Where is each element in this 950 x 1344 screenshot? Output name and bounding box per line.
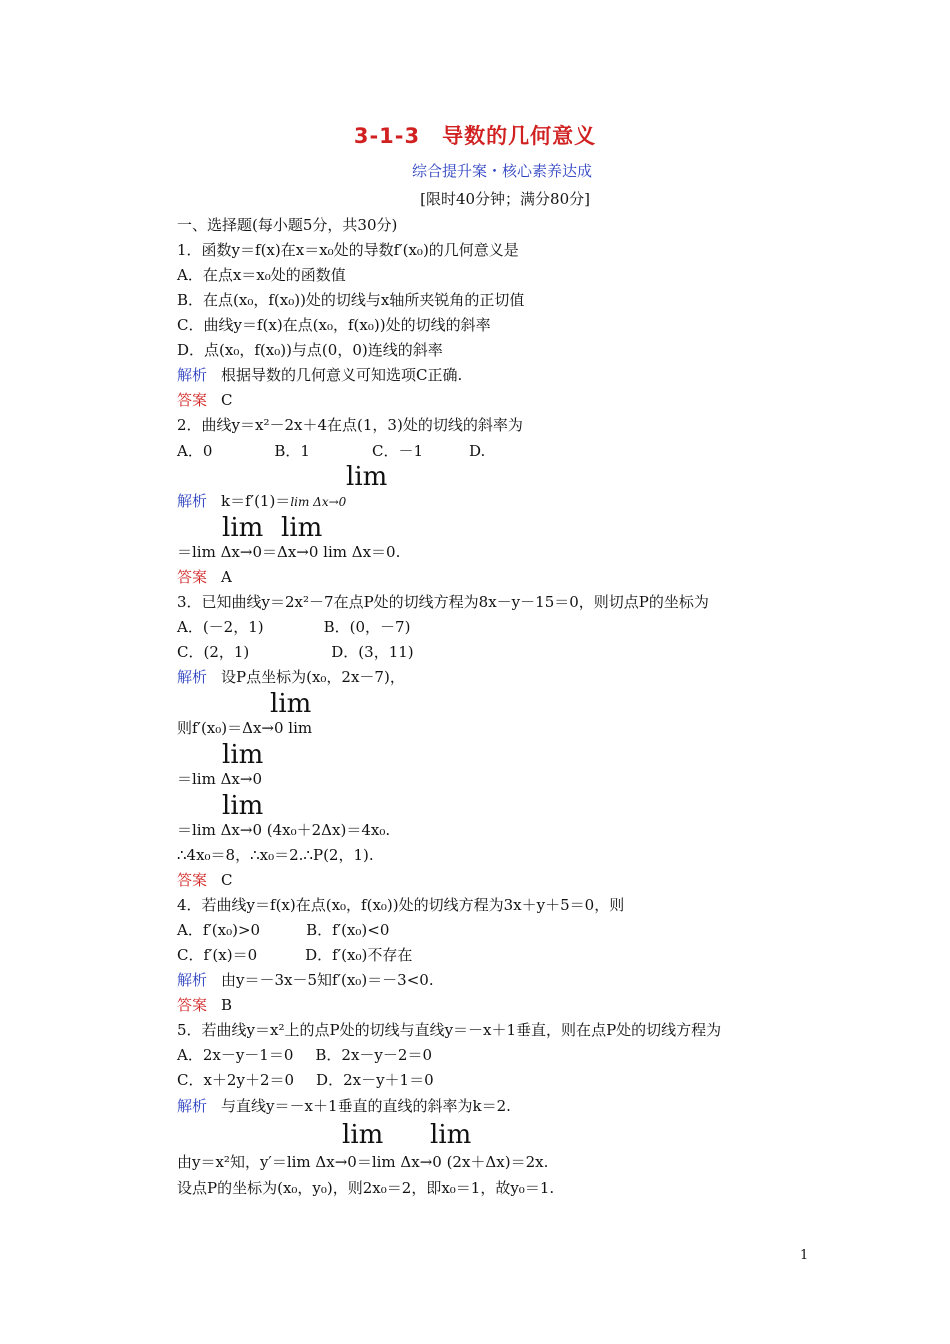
lim-symbol: lim (281, 513, 323, 543)
q3-analysis-1 (177, 667, 405, 687)
time-limit: [限时40分钟；满分80分] (420, 190, 590, 208)
lim-symbol: lim (270, 689, 312, 719)
answer-label: 答案 (177, 568, 208, 586)
q3-options-row1 (177, 617, 410, 637)
analysis-label: 解析 (177, 1097, 208, 1115)
q1-analysis (177, 365, 462, 385)
analysis-label: 解析 (177, 492, 208, 510)
q1-option-b: B．在点(x₀，f(x₀))处的切线与x轴所夹锐角的正切值 (177, 291, 525, 309)
q3-option-d: D．(3，11) (331, 643, 414, 661)
q1-answer (177, 390, 233, 410)
q2-analysis-1-tail: lim Δx→0 (290, 495, 347, 509)
q3-option-a: A．(－2，1) (177, 618, 264, 636)
q1-analysis-text: 根据导数的几何意义可知选项C正确. (221, 366, 463, 384)
lim-symbol: lim (346, 462, 388, 492)
q4-options-row1 (177, 920, 389, 940)
q1-option-d: D．点(x₀，f(x₀))与点(0，0)连线的斜率 (177, 341, 443, 359)
q2-analysis-2: ＝lim Δx→0＝Δx→0 lim Δx＝0. (177, 543, 401, 561)
q2-option-b: B．1 (274, 442, 310, 460)
q5-options-row2 (177, 1070, 434, 1090)
q4-analysis (177, 970, 434, 990)
page-number: 1 (800, 1248, 809, 1263)
q4-stem: 4．若曲线y＝f(x)在点(x₀，f(x₀))处的切线方程为3x＋y＋5＝0，则 (177, 896, 625, 914)
q2-stem: 2．曲线y＝x²－2x＋4在点(1，3)处的切线的斜率为 (177, 416, 523, 434)
subtitle: 综合提升案・核心素养达成 (411, 162, 592, 180)
q5-option-d: D．2x－y＋1＝0 (316, 1071, 434, 1089)
q5-option-a: A．2x－y－1＝0 (177, 1046, 294, 1064)
q3-stem: 3．已知曲线y＝2x²－7在点P处的切线方程为8x－y－15＝0，则切点P的坐标为 (177, 593, 709, 611)
answer-label: 答案 (177, 391, 208, 409)
q2-options (177, 441, 485, 461)
q3-analysis-5: ∴4x₀＝8，∴x₀＝2.∴P(2，1). (177, 846, 374, 864)
q4-option-c: C．f′(x)＝0 (177, 946, 258, 964)
q1-answer-value: C (221, 391, 233, 409)
q4-analysis-text: 由y＝－3x－5知f′(x₀)＝－3<0. (221, 971, 434, 989)
q3-answer (177, 870, 233, 890)
q2-analysis-1 (177, 491, 346, 512)
q5-analysis-2: 由y＝x²知，y′＝lim Δx→0＝lim Δx→0 (2x＋Δx)＝2x. (177, 1153, 549, 1171)
lim-symbol: lim (222, 513, 264, 543)
q3-analysis-4: ＝lim Δx→0 (4x₀＋2Δx)＝4x₀. (177, 821, 391, 839)
q5-option-b: B．2x－y－2＝0 (315, 1046, 432, 1064)
q2-analysis-1-text: k＝f′(1)＝ (221, 492, 291, 510)
q4-options-row2 (177, 945, 412, 965)
q5-analysis-1-text: 与直线y＝－x＋1垂直的直线的斜率为k＝2. (221, 1097, 511, 1115)
q5-analysis-1 (177, 1096, 511, 1116)
q4-option-b: B．f′(x₀)<0 (306, 921, 390, 939)
q3-option-b: B．(0，－7) (323, 618, 411, 636)
analysis-label: 解析 (177, 668, 208, 686)
q2-option-a: A．0 (177, 442, 213, 460)
q5-analysis-3: 设点P的坐标为(x₀，y₀)，则2x₀＝2，即x₀＝1，故y₀＝1. (177, 1179, 555, 1197)
q3-option-c: C．(2，1) (177, 643, 250, 661)
q2-answer (177, 567, 232, 587)
q1-stem: 1．函数y＝f(x)在x＝x₀处的导数f′(x₀)的几何意义是 (177, 241, 519, 259)
q4-option-d: D．f′(x₀)不存在 (305, 946, 413, 964)
q4-answer (177, 995, 232, 1015)
q5-option-c: C．x＋2y＋2＝0 (177, 1071, 295, 1089)
analysis-label: 解析 (177, 971, 208, 989)
q3-answer-value: C (221, 871, 233, 889)
q1-option-a: A．在点x＝x₀处的函数值 (177, 266, 346, 284)
q4-answer-value: B (221, 996, 233, 1014)
q3-analysis-1-text: 设P点坐标为(x₀，2x－7)， (221, 668, 405, 686)
q2-option-d: D. (469, 442, 486, 460)
lim-symbol: lim (222, 740, 264, 770)
page-title: 3-1-3 导数的几何意义 (353, 124, 597, 148)
q1-option-c: C．曲线y＝f(x)在点(x₀，f(x₀))处的切线的斜率 (177, 316, 491, 334)
lim-symbol: lim (342, 1120, 384, 1150)
q3-options-row2 (177, 642, 414, 662)
answer-label: 答案 (177, 871, 208, 889)
q4-option-a: A．f′(x₀)>0 (177, 921, 261, 939)
section-heading: 一、选择题(每小题5分，共30分) (177, 216, 398, 234)
q5-stem: 5．若曲线y＝x²上的点P处的切线与直线y＝－x＋1垂直，则在点P处的切线方程为 (177, 1021, 722, 1039)
q3-analysis-3: ＝lim Δx→0 (177, 770, 262, 788)
q2-answer-value: A (221, 568, 232, 586)
q3-analysis-2: 则f′(x₀)＝Δx→0 lim (177, 719, 313, 737)
lim-symbol: lim (430, 1120, 472, 1150)
q2-option-c: C．－1 (371, 442, 423, 460)
answer-label: 答案 (177, 996, 208, 1014)
analysis-label: 解析 (177, 366, 208, 384)
lim-symbol: lim (222, 791, 264, 821)
q5-options-row1 (177, 1045, 432, 1065)
